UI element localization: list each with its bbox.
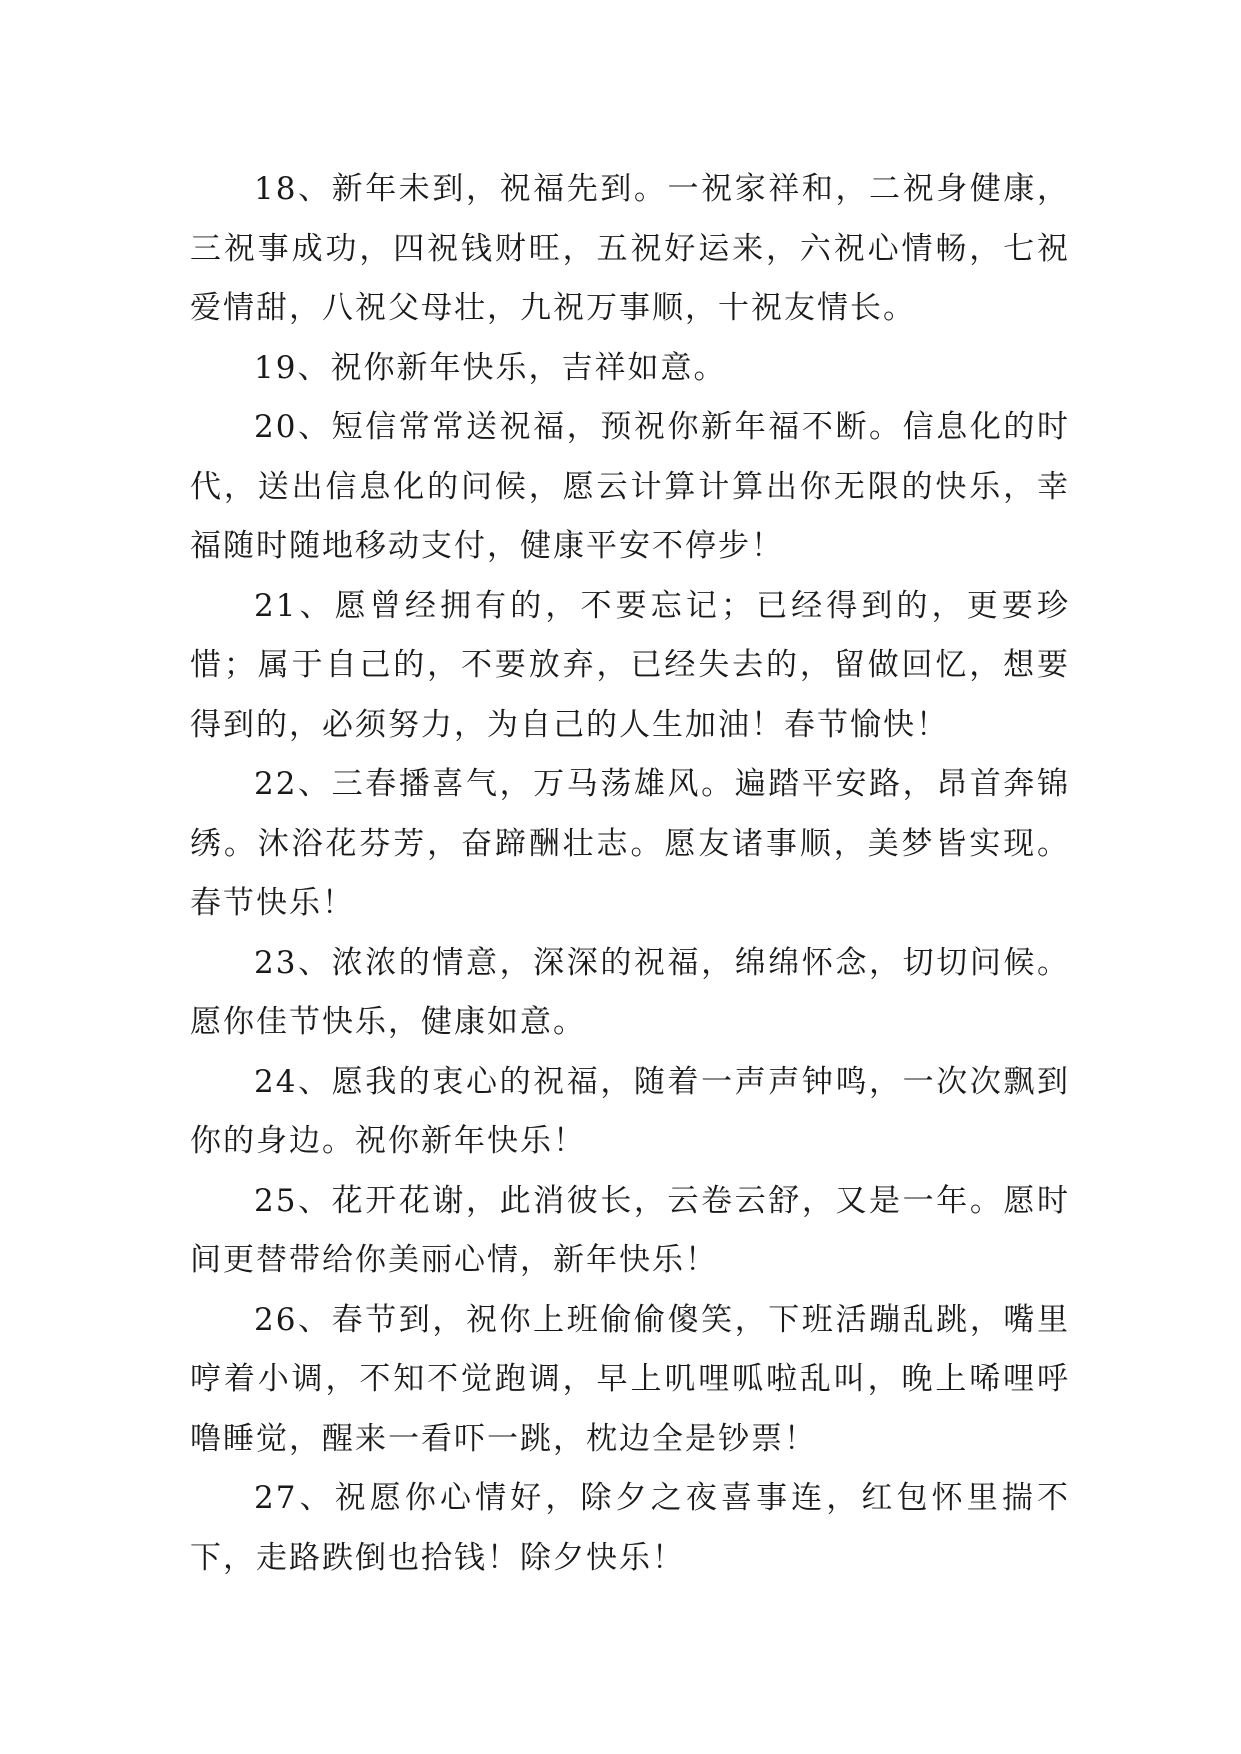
paragraph-19: 19、祝你新年快乐，吉祥如意。 [254, 349, 727, 386]
paragraph-25: 25、花开花谢，此消彼长，云卷云舒，又是一年。愿时间更替带给你美丽心情，新年快乐！ [190, 1182, 1070, 1278]
document-body [190, 160, 1070, 1588]
paragraph-20: 20、短信常常送祝福，预祝你新年福不断。信息化的时代，送出信息化的问候，愿云计算计算出你无限的快乐，幸福随时随地移动支付，健康平安不停步！ [190, 409, 1070, 564]
paragraph-24: 24、愿我的衷心的祝福，随着一声声钟鸣，一次次飘到你的身边。祝你新年快乐！ [190, 1063, 1070, 1159]
paragraph-21: 21、愿曾经拥有的，不要忘记；已经得到的，更要珍惜；属于自己的，不要放弃，已经失去的，留做回忆，想要得到的，必须努力，为自己的人生加油！春节愉快！ [190, 587, 1070, 743]
paragraph-18: 18、新年未到，祝福先到。一祝家祥和，二祝身健康，三祝事成功，四祝钱财旺，五祝好运来，六祝心情畅，七祝爱情甜，八祝父母壮，九祝万事顺，十祝友情长。 [190, 171, 1070, 326]
paragraph-26: 26、春节到，祝你上班偷偷傻笑，下班活蹦乱跳，嘴里哼着小调，不知不觉跑调，早上叽哩呱啦乱叫，晚上唏哩呼噜睡觉，醒来一看吓一跳，枕边全是钞票！ [190, 1301, 1070, 1457]
paragraph-23: 23、浓浓的情意，深深的祝福，绵绵怀念，切切问候。愿你佳节快乐，健康如意。 [190, 944, 1070, 1040]
paragraph-22: 22、三春播喜气，万马荡雄风。遍踏平安路，昂首奔锦绣。沐浴花芬芳，奋蹄酬壮志。愿友诸事顺，美梦皆实现。春节快乐！ [190, 766, 1070, 921]
paragraph-27: 27、祝愿你心情好，除夕之夜喜事连，红包怀里揣不下，走路跌倒也拾钱！除夕快乐！ [190, 1480, 1070, 1576]
